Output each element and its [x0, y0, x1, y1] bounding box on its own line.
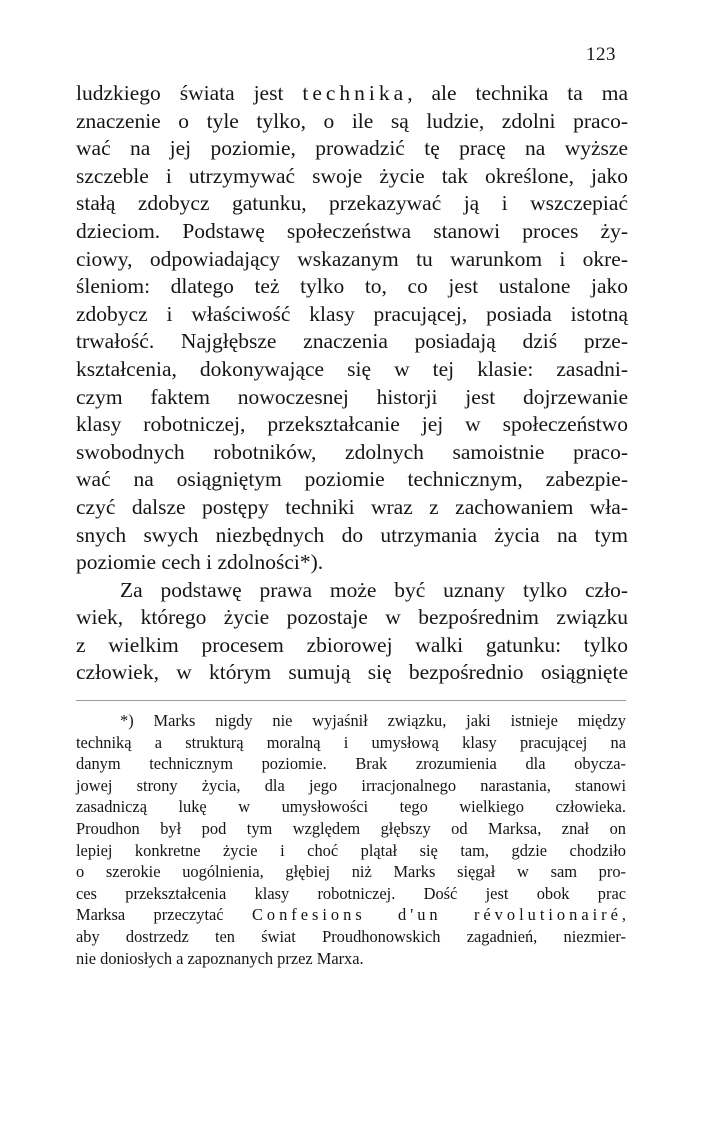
text-line: szczeble i utrzymywać swoje życie tak określone, jako	[76, 163, 628, 188]
footnote-line: danym technicznym poziomie. Brak zrozumienia dla obycza-	[76, 754, 626, 774]
footnote-line: *) Marks nigdy nie wyjaśnił związku, jaki istnieje między	[120, 711, 626, 730]
text-line: snych swych niezbędnych do utrzymania życia na tym	[76, 522, 628, 547]
footnote-line: techniką a strukturą moralną i umysłową klasy pracującej na	[76, 732, 626, 752]
text-line: trwałość. Najgłębsze znaczenia posiadają dziś prze-	[76, 329, 628, 354]
footnote-line: jowej strony życia, dla jego irracjonalnego narastania, stanowi	[76, 775, 626, 795]
footnote-line: ces przekształcenia klasy robotniczej. Dość jest obok prac	[76, 883, 626, 903]
text-line: stałą zdobycz gatunku, przekazywać ją i wszczepiać	[76, 191, 628, 216]
footnote	[76, 710, 626, 969]
footnote-line: nie doniosłych a zapoznanych przez Marxa.	[76, 948, 364, 968]
text-line: dzieciom. Podstawę społeczeństwa stanowi proces ży-	[76, 218, 628, 243]
text-line: czym faktem nowoczesnej historji jest dojrzewanie	[76, 384, 628, 409]
text-line: wać na osiągniętym poziomie technicznym, zabezpie-	[76, 467, 628, 492]
footnote-line: aby dostrzedz ten świat Proudhonowskich zagadnień, niezmier-	[76, 926, 626, 946]
footnote-divider	[76, 700, 626, 701]
text-line: poziomie cech i zdolności*).	[76, 550, 324, 575]
emphasized-word: technika	[302, 81, 408, 105]
footnote-line: o szerokie uogólnienia, głębiej niż Marks sięgał w sam pro-	[76, 862, 626, 882]
emphasized-title: Confesions d'un révolutionairé	[251, 905, 622, 925]
text-line: śleniom: dlatego też tylko to, co jest ustalone jako	[76, 274, 628, 299]
text-line: wać na jej poziomie, prowadzić tę pracę na wyższe	[76, 136, 628, 161]
text-line: zdobycz i właściwość klasy pracującej, posiada istotną	[76, 301, 628, 326]
text-line: człowiek, w którym sumują się bezpośrednio osiągnięte	[76, 660, 628, 685]
text-line: ciowy, odpowiadający wskazanym tu warunkom i okre-	[76, 246, 628, 271]
footnote-line: lepiej konkretne życie i choć plątał się tam, gdzie chodziło	[76, 840, 626, 860]
footnote-line: Marksa przeczytać Confesions d'un révolutionairé,	[76, 905, 626, 925]
footnote-line: Proudhon był pod tym względem głębszy od Marksa, znał on	[76, 818, 626, 838]
text-line: znaczenie o tyle tylko, o ile są ludzie, zdolni praco-	[76, 108, 628, 133]
text-line: kształcenia, dokonywające się w tej klasie: zasadni-	[76, 356, 628, 381]
text-line: wiek, którego życie pozostaje w bezpośrednim związku	[76, 605, 628, 630]
text-line: Za podstawę prawa może być uznany tylko czło-	[120, 577, 628, 602]
text-line: swobodnych robotników, zdolnych samoistnie praco-	[76, 439, 628, 464]
text-line: ludzkiego świata jest technika, ale technika ta ma	[76, 81, 628, 105]
footnote-line: zasadniczą lukę w umysłowości tego wielkiego człowieka.	[76, 797, 626, 817]
text-line: z wielkim procesem zbiorowej walki gatunku: tylko	[76, 632, 628, 657]
text-line: czyć dalsze postępy techniki wraz z zachowaniem wła-	[76, 494, 628, 519]
page-number: 123	[586, 44, 616, 65]
text-line: klasy robotniczej, przekształcanie jej w społeczeństwo	[76, 412, 628, 437]
main-text	[76, 80, 628, 687]
